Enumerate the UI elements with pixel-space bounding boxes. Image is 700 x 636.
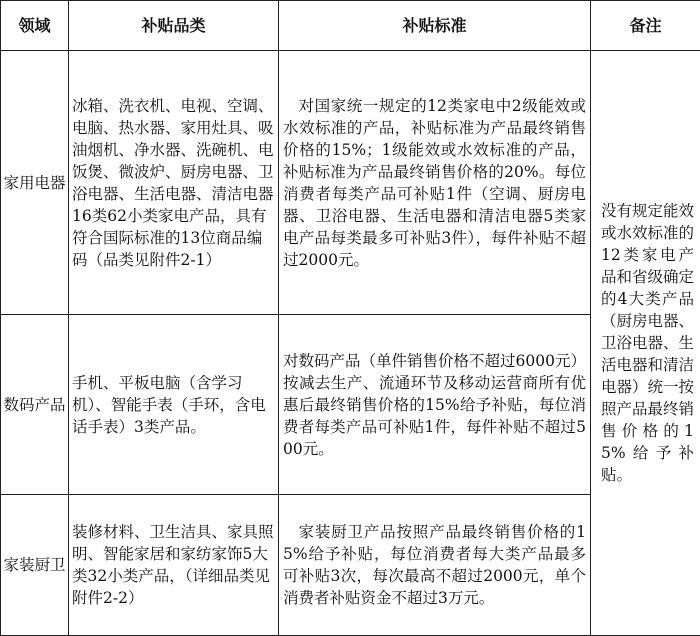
row-standard-digital: 对数码产品（单件销售价格不超过6000元）按减去生产、流通环节及移动运营商所有优惠后最终销售价格的15%给予补贴，每位消费者每类产品可补贴1件，每件补贴不超过500元。 (279, 315, 591, 495)
row-domain-appliances: 家用电器 (1, 51, 69, 315)
table-row (1, 51, 700, 315)
header-category: 补贴品类 (69, 1, 279, 51)
row-category-appliances: 冰箱、洗衣机、电视、空调、电脑、热水器、家用灶具、吸油烟机、净水器、洗碗机、电饭煲、微波炉、厨房电器、卫浴电器、生活电器、清洁电器16类62小类家电产品，具有符合国际标准的13位商品编码（品类见附件2-1） (69, 51, 279, 315)
note-cell: 没有规定能效或水效标准的12类家电产品和省级确定的4大类产品（厨房电器、卫浴电器、生活电器和清洁电器）统一按照产品最终销售价格的15%给予补贴。 (591, 51, 700, 636)
row-category-digital: 手机、平板电脑（含学习机）、智能手表（手环，含电话手表）3类产品。 (69, 315, 279, 495)
row-standard-appliances: 对国家统一规定的12类家电中2级能效或水效标准的产品，补贴标准为产品最终销售价格的15%；1级能效或水效标准的产品，补贴标准为产品最终销售价格的20%。每位消费者每类产品可补贴1件（空调、厨房电器、卫浴电器、生活电器和清洁电器5类家电产品每类最多可补贴3件），每件补贴不超过2000元。 (279, 51, 591, 315)
row-domain-home: 家装厨卫 (1, 495, 69, 636)
header-domain: 领域 (1, 1, 69, 51)
row-domain-digital: 数码产品 (1, 315, 69, 495)
header-row (1, 1, 700, 51)
row-category-home: 装修材料、卫生洁具、家具照明、智能家居和家纺家饰5大类32小类产品，（详细品类见附件2-2） (69, 495, 279, 636)
header-note: 备注 (591, 1, 700, 51)
row-standard-home: 家装厨卫产品按照产品最终销售价格的15%给予补贴，每位消费者每大类产品最多可补贴3次，每次最高不超过2000元，单个消费者补贴资金不超过3万元。 (279, 495, 591, 636)
header-standard: 补贴标准 (279, 1, 591, 51)
